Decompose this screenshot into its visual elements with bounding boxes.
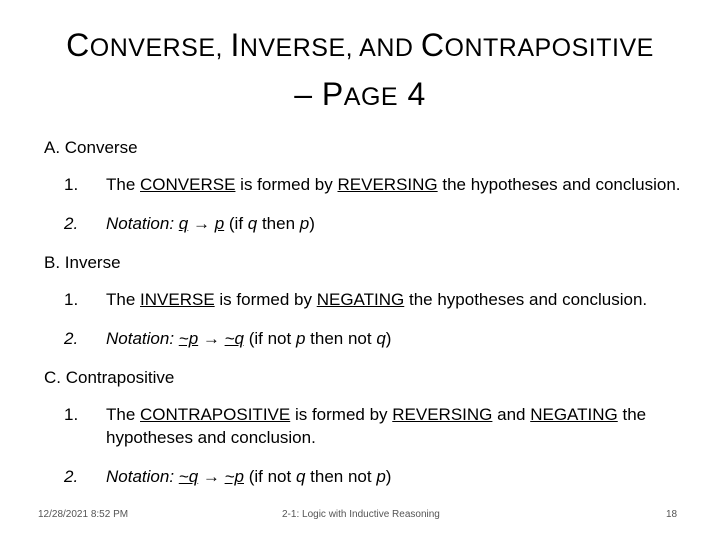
footer-date: 12/28/2021 8:52 PM bbox=[38, 509, 129, 520]
section-converse bbox=[44, 136, 684, 235]
footer-page-number: 18 bbox=[666, 509, 678, 520]
item-number: 1. bbox=[64, 290, 79, 309]
item-number: 1. bbox=[64, 175, 79, 194]
list-item: 2. Notation: q → p (if q then p) bbox=[64, 214, 315, 233]
section-heading: C. Contrapositive bbox=[44, 368, 175, 387]
list-item: 2. Notation: ~p → ~q (if not p then not q) bbox=[64, 329, 392, 348]
list-item: 1. The CONTRAPOSITIVE is formed by REVERSING and NEGATING the hypotheses and conclusion. bbox=[64, 405, 647, 447]
title-line-1: CONVERSE, INVERSE, AND CONTRAPOSITIVE bbox=[66, 27, 654, 63]
list-item: 2. Notation: ~q → ~p (if not q then not p) bbox=[64, 467, 392, 486]
section-heading: B. Inverse bbox=[44, 253, 121, 272]
item-number: 1. bbox=[64, 405, 79, 424]
content-body bbox=[44, 136, 684, 504]
item-number: 2. bbox=[64, 329, 79, 348]
title-line-2: – PAGE 4 bbox=[294, 76, 426, 112]
item-number: 2. bbox=[64, 214, 79, 233]
footer-title: 2-1: Logic with Inductive Reasoning bbox=[282, 509, 440, 520]
list-item: 1. The INVERSE is formed by NEGATING the hypotheses and conclusion. bbox=[64, 290, 648, 309]
list-item: 1. The CONVERSE is formed by REVERSING the hypotheses and conclusion. bbox=[64, 175, 681, 194]
section-contrapositive bbox=[44, 366, 684, 488]
page-title bbox=[0, 22, 720, 120]
item-number: 2. bbox=[64, 467, 79, 486]
section-heading: A. Converse bbox=[44, 138, 138, 157]
section-inverse bbox=[44, 251, 684, 350]
